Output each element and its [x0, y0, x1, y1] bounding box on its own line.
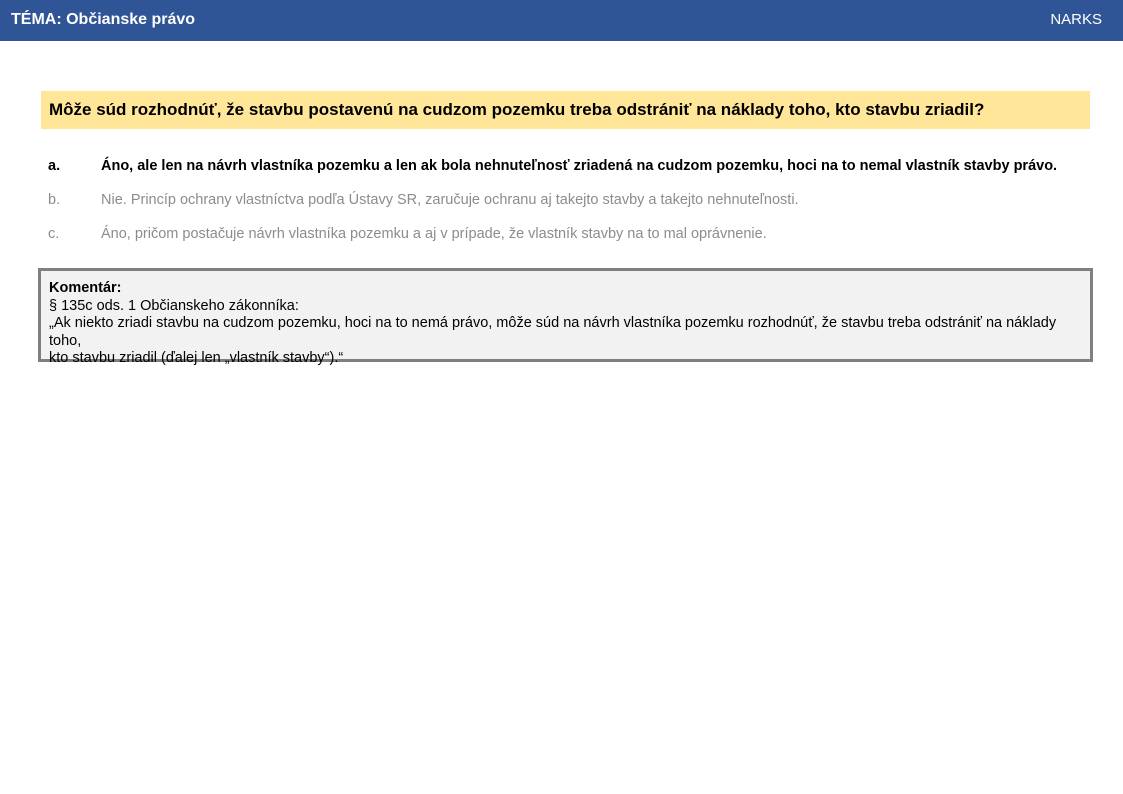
answer-letter: c. — [48, 226, 60, 242]
answer-option-b — [48, 190, 1098, 224]
answer-text: Áno, ale len na návrh vlastníka pozemku a len ak bola nehnuteľnosť zriadená na cudzom pozemku, hoci na to nemal vlastník stavby právo. — [101, 158, 1058, 174]
answer-option-c — [48, 224, 1098, 258]
answer-text: Nie. Princíp ochrany vlastníctva podľa Ústavy SR, zaručuje ochranu aj takejto stavby a takejto nehnuteľnosti. — [101, 192, 799, 208]
comment-quote-line-1: „Ak niekto zriadi stavbu na cudzom pozemku, hoci na to nemá právo, môže súd na návrh vlastníka pozemku rozhodnúť, že stavbu treba odstrániť na náklady toho, — [49, 315, 1057, 349]
comment-source: § 135c ods. 1 Občianskeho zákonníka: — [49, 297, 299, 314]
question-text: Môže súd rozhodnúť, že stavbu postavenú na cudzom pozemku treba odstrániť na náklady toho, kto stavbu zriadil? — [41, 91, 1090, 129]
comment-quote-line-2: kto stavbu zriadil (ďalej len „vlastník stavby“).“ — [49, 350, 344, 366]
brand-label: NARKS — [1050, 11, 1102, 28]
answer-list — [48, 156, 1098, 258]
answer-letter: a. — [48, 158, 61, 174]
top-bar — [0, 0, 1123, 41]
answer-text: Áno, pričom postačuje návrh vlastníka pozemku a aj v prípade, že vlastník stavby na to mal oprávnenie. — [101, 226, 767, 242]
topic-title: TÉMA: Občianske právo — [11, 11, 196, 28]
answer-option-a — [48, 156, 1098, 190]
answer-letter: b. — [48, 192, 61, 208]
comment-title: Komentár: — [49, 280, 122, 296]
comment-box — [38, 268, 1093, 366]
